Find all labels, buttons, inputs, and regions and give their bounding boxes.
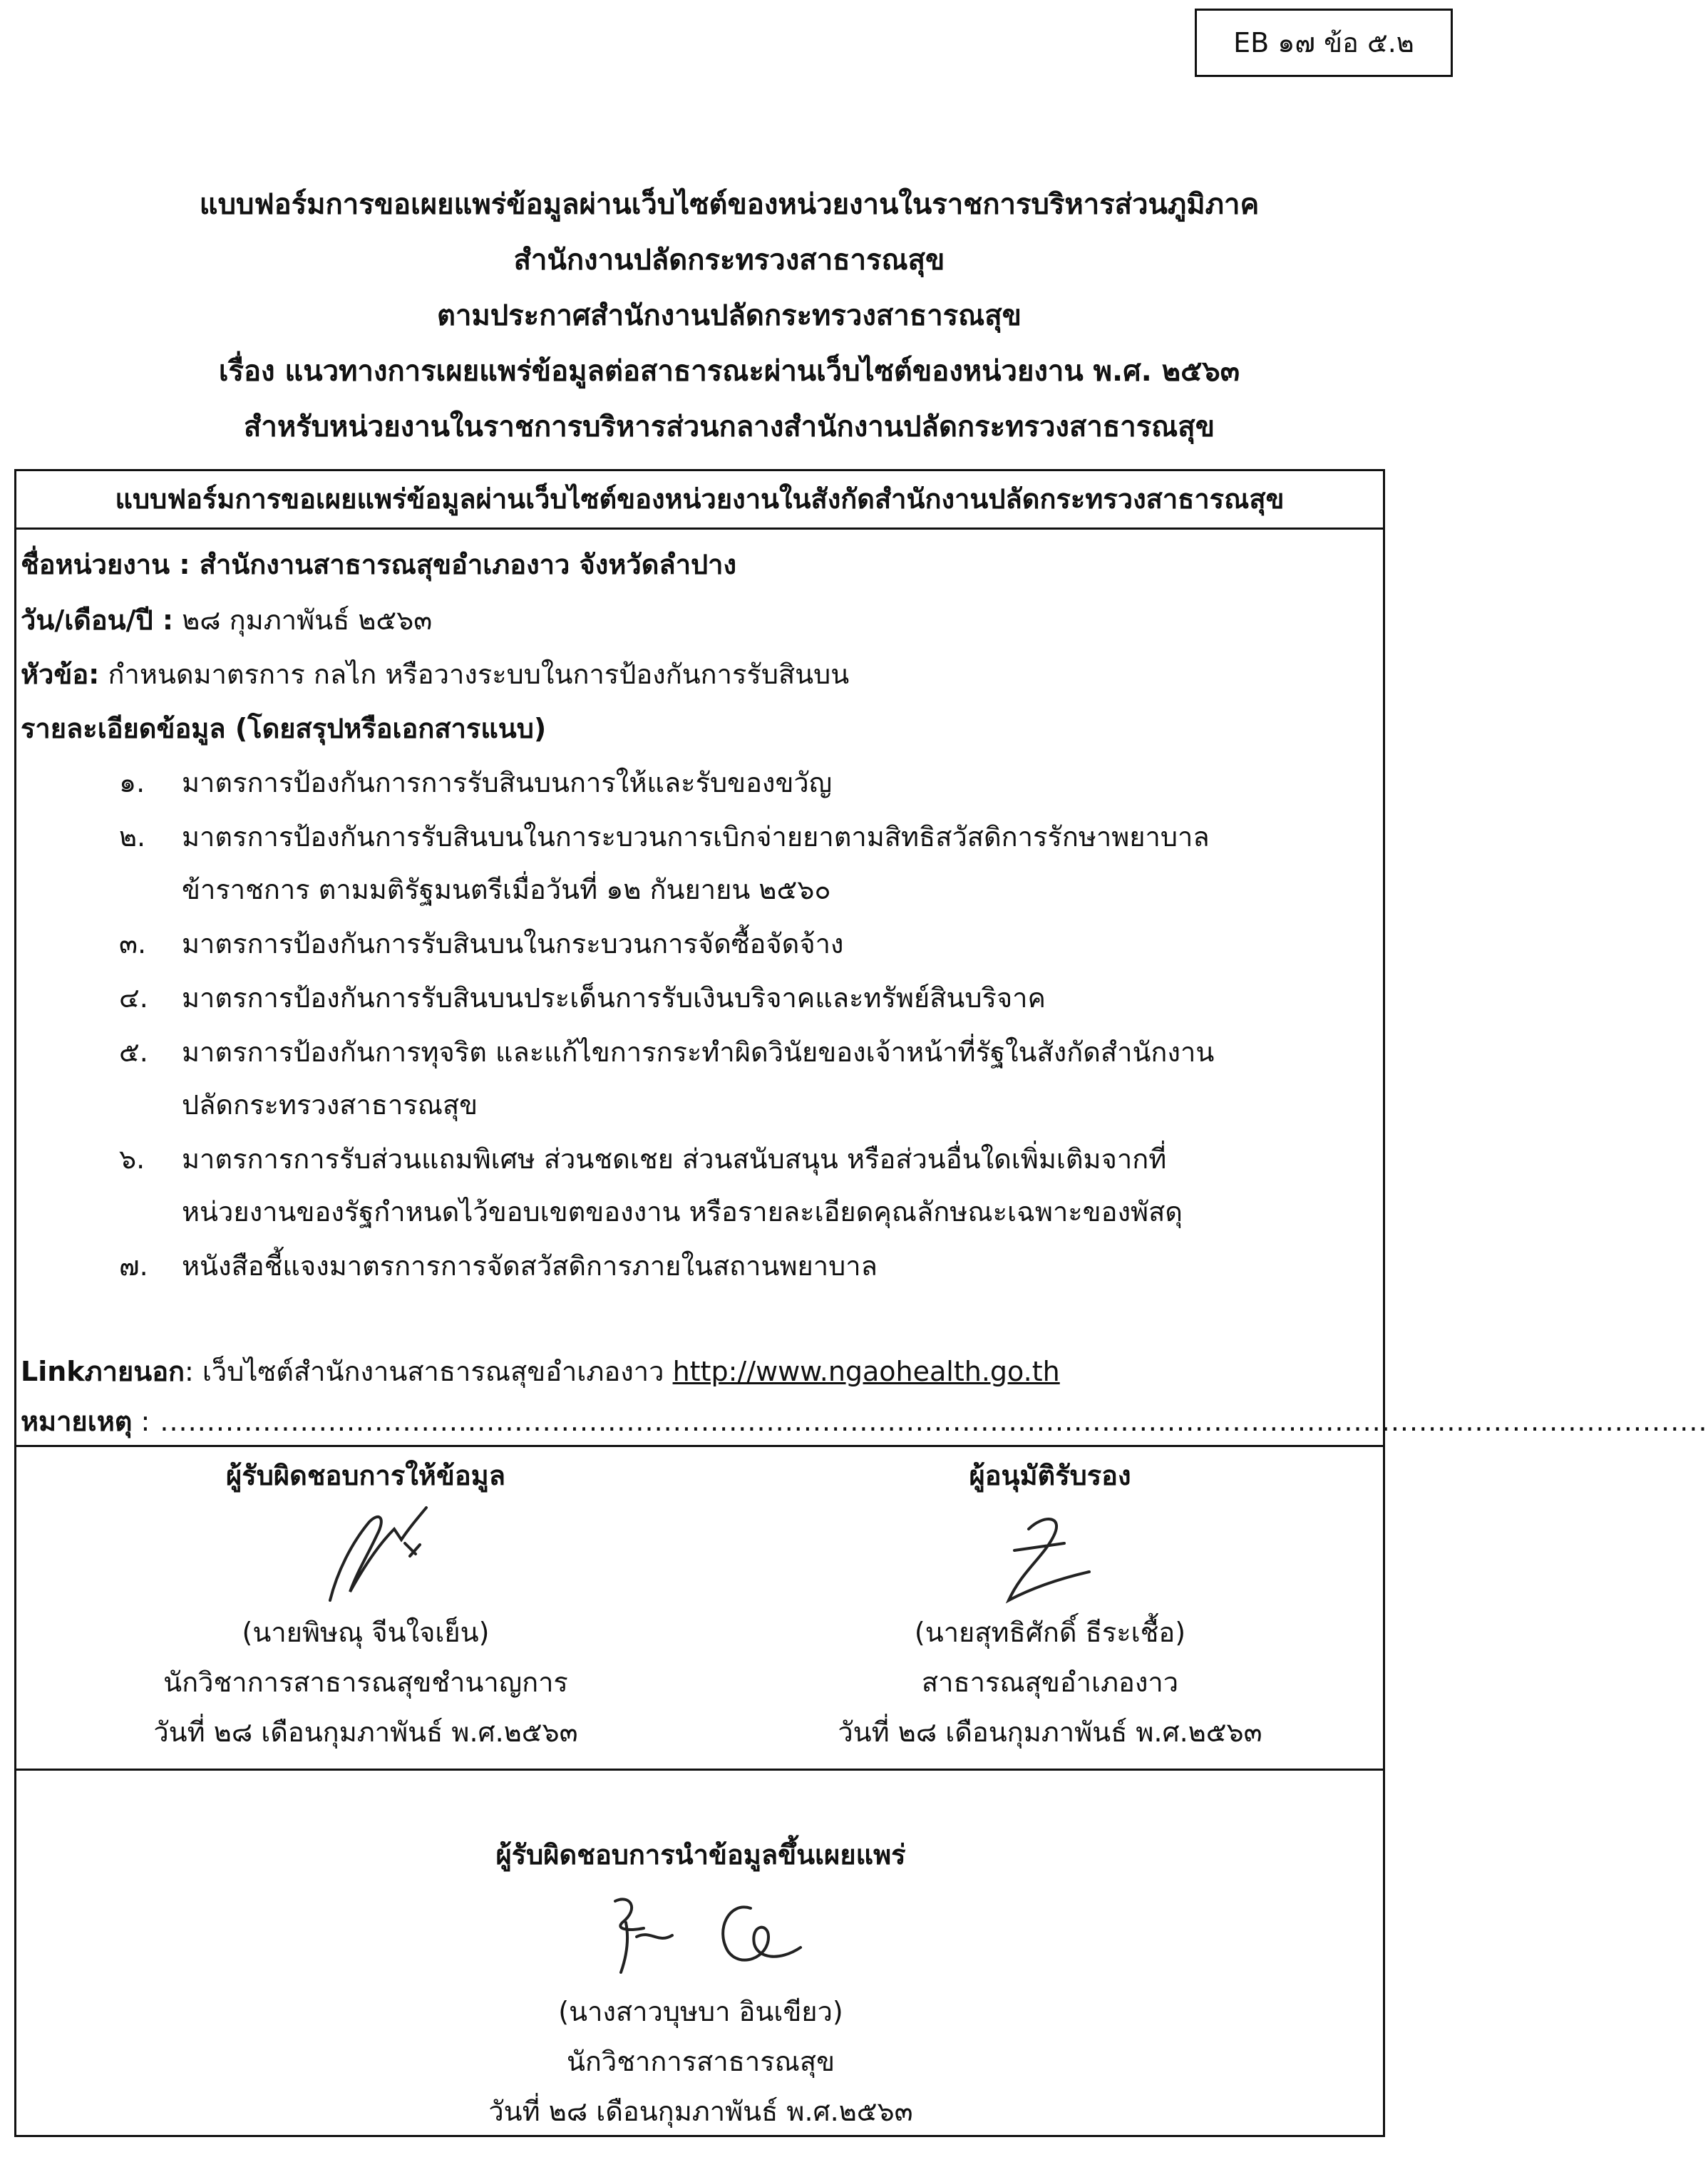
list-item-number: ๔. [119,982,148,1014]
header-line-3: ตามประกาศสำนักงานปลัดกระทรวงสาธารณสุข [436,299,1022,332]
signer-name: (นายสุทธิศักดิ์ ธีระเชื้อ) [914,1617,1186,1648]
list-item-number: ๓. [119,928,147,959]
topic-field [21,652,849,696]
signature-image [729,1501,1371,1607]
document-code-box: EB ๑๗ ข้อ ๕.๒ [1195,9,1453,77]
divider [16,1445,1383,1447]
header-line-5: สำหรับหน่วยงานในราชการบริหารส่วนกลางสำนักงานปลัดกระทรวงสาธารณสุข [243,411,1215,443]
signature-block-informant [45,1451,686,1757]
topic-label: หัวข้อ: [21,659,100,690]
topic-value: กำหนดมาตรการ กลไก หรือวางระบบในการป้องกันการรับสินบน [108,659,850,690]
header-line-2: สำนักงานปลัดกระทรวงสาธารณสุข [513,244,945,277]
details-label: รายละเอียดข้อมูล (โดยสรุปหรือเอกสารแนบ) [21,713,547,744]
document-header [0,177,1459,455]
list-item: มาตรการป้องกันการรับสินบนประเด็นการรับเงินบริจาคและทรัพย์สินบริจาค [182,982,1046,1014]
signer-position: นักวิชาการสาธารณสุขชำนาญการ [163,1667,568,1698]
list-item-continuation: หน่วยงานของรัฐกำหนดไว้ขอบเขตของงาน หรือรายละเอียดคุณลักษณะเฉพาะของพัสดุ [182,1196,1183,1227]
signature-block-publisher [380,1830,1022,2136]
signature-block-approver [729,1451,1371,1757]
external-link-field [21,1349,1060,1393]
list-item-continuation: ข้าราชการ ตามมติรัฐมนตรีเมื่อวันที่ ๑๒ กันยายน ๒๕๖๐ [182,874,831,905]
external-link-url[interactable]: http://www.ngaohealth.go.th [672,1356,1060,1387]
note-value: : ...................................................................................................................................................................... [140,1406,1708,1437]
list-item: มาตรการป้องกันการการรับสินบนการให้และรับของขวัญ [182,767,833,798]
header-line-4: เรื่อง แนวทางการเผยแพร่ข้อมูลต่อสาธารณะผ่านเว็บไซต์ของหน่วยงาน พ.ศ. ๒๕๖๓ [218,355,1240,388]
signer-position: สาธารณสุขอำเภองาว [921,1667,1179,1698]
details-field [21,706,546,750]
list-item-number: ๑. [119,767,145,798]
signer-name: (นายพิษณุ จีนใจเย็น) [242,1617,490,1648]
form-title: แบบฟอร์มการขอเผยแพร่ข้อมูลผ่านเว็บไซต์ของหน่วยงานในสังกัดสำนักงานปลัดกระทรวงสาธารณสุข [16,471,1383,530]
external-link-label: Linkภายนอก [21,1356,185,1387]
divider [16,1769,1383,1771]
list-item: หนังสือชี้แจงมาตรการการจัดสวัสดิการภายในสถานพยาบาล [182,1250,878,1282]
publication-form [14,469,1708,2137]
list-item-number: ๒. [119,821,146,853]
note-label: หมายเหตุ [21,1406,133,1437]
date-label: วัน/เดือน/ปี : [21,604,174,636]
signature-date: วันที่ ๒๘ เดือนกุมภาพันธ์ พ.ศ.๒๕๖๓ [838,1717,1262,1748]
external-link-description: : เว็บไซต์สำนักงานสาธารณสุขอำเภองาว [185,1356,664,1387]
signature-date: วันที่ ๒๘ เดือนกุมภาพันธ์ พ.ศ.๒๕๖๓ [153,1717,578,1748]
date-value: ๒๘ กุมภาพันธ์ ๒๕๖๓ [182,604,433,636]
header-line-1: แบบฟอร์มการขอเผยแพร่ข้อมูลผ่านเว็บไซต์ของหน่วยงานในราชการบริหารส่วนภูมิภาค [199,188,1260,221]
signer-position: นักวิชาการสาธารณสุข [566,2046,835,2077]
note-field [21,1399,1708,1443]
signature-heading: ผู้รับผิดชอบการให้ข้อมูล [226,1460,505,1491]
signature-heading: ผู้รับผิดชอบการนำข้อมูลขึ้นเผยแพร่ [495,1839,906,1870]
agency-label: ชื่อหน่วยงาน : สำนักงานสาธารณสุขอำเภองาว จังหวัดลำปาง [21,549,737,580]
list-item: มาตรการป้องกันการทุจริต และแก้ไขการกระทำผิดวินัยของเจ้าหน้าที่รัฐในสังกัดสำนักงาน [182,1036,1215,1068]
list-item: มาตรการป้องกันการรับสินบนในการะบวนการเบิกจ่ายยาตามสิทธิสวัสดิการรักษาพยาบาล [182,821,1210,853]
signature-heading: ผู้อนุมัติรับรอง [969,1460,1131,1491]
list-item-continuation: ปลัดกระทรวงสาธารณสุข [182,1089,478,1121]
list-item: มาตรการป้องกันการรับสินบนในกระบวนการจัดซื้อจัดจ้าง [182,928,844,959]
list-item-number: ๗. [119,1250,148,1282]
list-item-number: ๖. [119,1143,145,1175]
list-item: มาตรการการรับส่วนแถมพิเศษ ส่วนชดเชย ส่วนสนับสนุน หรือส่วนอื่นใดเพิ่มเติมจากที่ [182,1143,1167,1175]
signature-image [380,1880,1022,1987]
list-item-number: ๕. [119,1036,148,1068]
signature-image [45,1501,686,1607]
agency-field [21,542,736,586]
signer-name: (นางสาวบุษบา อินเขียว) [558,1996,843,2027]
date-field [21,598,432,642]
signature-date: วันที่ ๒๘ เดือนกุมภาพันธ์ พ.ศ.๒๕๖๓ [488,2096,913,2127]
